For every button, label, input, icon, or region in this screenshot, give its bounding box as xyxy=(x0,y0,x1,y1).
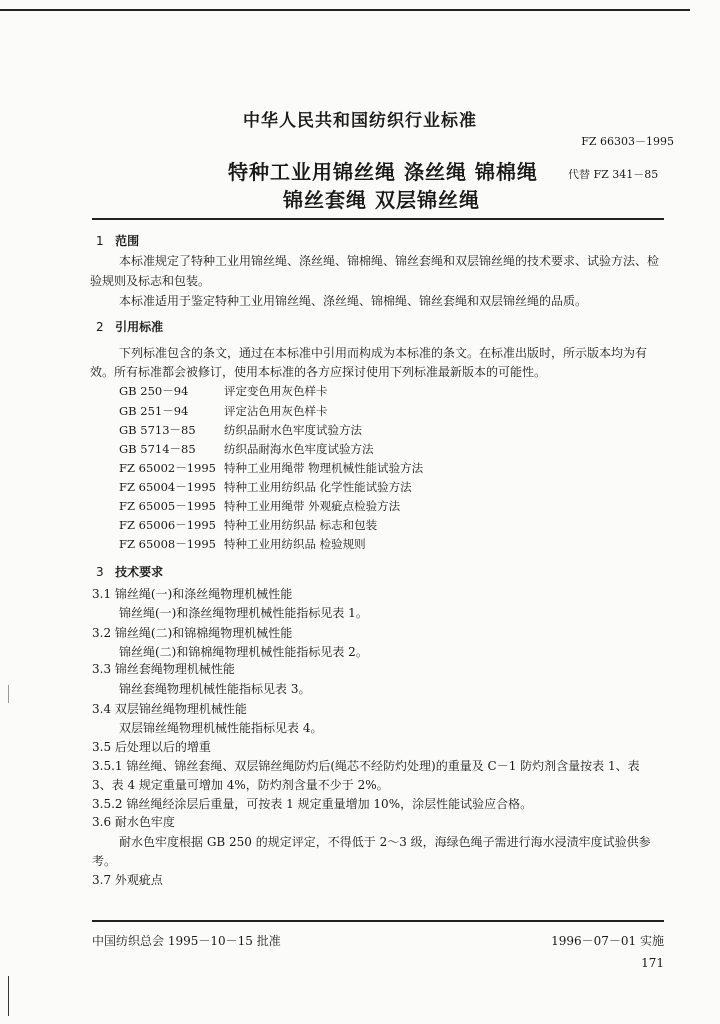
implementation-date: 1996－07－01 实施 xyxy=(551,934,664,948)
section-number: 2 xyxy=(96,320,104,334)
document-title-line2: 锦丝套绳 双层锦丝绳 xyxy=(283,188,480,212)
section-title: 引用标准 xyxy=(115,320,164,334)
subsection-heading: 3.4 双层锦丝绳物理机械性能 xyxy=(92,702,247,716)
subsection-heading: 3.7 外观疵点 xyxy=(92,873,163,887)
reference-standard xyxy=(119,479,412,498)
reference-name: 特种工业用绳带 物理机械性能试验方法 xyxy=(224,461,424,475)
reference-standard xyxy=(119,536,366,555)
paragraph: 下列标准包含的条文，通过在本标准中引用而构成为本标准的条文。在标准出版时，所示版本均为有 xyxy=(119,346,648,360)
section-2-heading xyxy=(96,318,163,335)
reference-name: 特种工业用绳带 外观疵点检验方法 xyxy=(224,499,401,513)
paragraph: 双层锦丝绳物理机械性能指标见表 4。 xyxy=(119,721,323,735)
subsection-heading: 3.5 后处理以后的增重 xyxy=(92,740,211,754)
reference-code: GB 5713－85 xyxy=(119,423,196,437)
reference-standard xyxy=(119,422,362,441)
paragraph: 验规则及标志和包装。 xyxy=(90,274,211,288)
scan-mark xyxy=(8,976,9,1016)
paragraph: 本标准适用于鉴定特种工业用锦丝绳、涤丝绳、锦棉绳、锦丝套绳和双层锦丝绳的品质。 xyxy=(119,294,588,308)
reference-name: 特种工业用纺织品 检验规则 xyxy=(224,537,366,551)
paragraph: 3.5.2 锦丝绳经涂层后重量，可按表 1 规定重量增加 10%，涂层性能试验应合格。 xyxy=(92,797,533,811)
reference-code: GB 5714－85 xyxy=(119,442,196,456)
section-title: 范围 xyxy=(115,234,140,248)
reference-standard xyxy=(119,460,423,479)
paragraph: 3.5.1 锦丝绳、锦丝套绳、双层锦丝绳防灼后(绳芯不经防灼处理)的重量及 C－1 防灼剂含量按表 1、表 xyxy=(92,759,640,773)
paragraph: 锦丝绳(二)和锦棉绳物理机械性能指标见表 2。 xyxy=(119,645,368,659)
paragraph: 效。所有标准都会被修订，使用本标准的各方应探讨使用下列标准最新版本的可能性。 xyxy=(90,365,547,379)
reference-code: FZ 65008－1995 xyxy=(119,537,216,551)
reference-name: 特种工业用纺织品 化学性能试验方法 xyxy=(224,480,412,494)
section-number: 3 xyxy=(96,565,104,579)
reference-code: FZ 65005－1995 xyxy=(119,499,216,513)
section-1-heading xyxy=(96,232,139,249)
paragraph: 本标准规定了特种工业用锦丝绳、涤丝绳、锦棉绳、锦丝套绳和双层锦丝绳的技术要求、试验方法、检 xyxy=(119,254,660,268)
reference-code: FZ 65002－1995 xyxy=(119,461,216,475)
subsection-heading: 3.3 锦丝套绳物理机械性能 xyxy=(92,662,235,676)
reference-name: 评定变色用灰色样卡 xyxy=(224,384,328,398)
header-rule xyxy=(92,218,664,220)
reference-standard xyxy=(119,498,400,517)
subsection-heading: 3.6 耐水色牢度 xyxy=(92,815,175,829)
scan-mark xyxy=(8,685,9,703)
reference-standard xyxy=(119,403,328,422)
paragraph: 考。 xyxy=(92,854,117,868)
scan-edge-line xyxy=(0,9,690,11)
paragraph: 锦丝绳(一)和涤丝绳物理机械性能指标见表 1。 xyxy=(119,606,368,620)
reference-code: GB 250－94 xyxy=(119,384,189,398)
standard-issuer: 中华人民共和国纺织行业标准 xyxy=(243,111,477,131)
subsection-heading: 3.1 锦丝绳(一)和涤丝绳物理机械性能 xyxy=(92,587,293,601)
reference-code: FZ 65006－1995 xyxy=(119,518,216,532)
paragraph: 3、表 4 规定重量可增加 4%，防灼剂含量不少于 2%。 xyxy=(92,778,389,792)
document-title-line1: 特种工业用锦丝绳 涤丝绳 锦棉绳 xyxy=(228,160,538,184)
paragraph: 耐水色牢度根据 GB 250 的规定评定，不得低于 2～3 级，海绿色绳子需进行海水浸渍牢度试验供参 xyxy=(119,835,651,849)
replaces-standard: 代替 FZ 341－85 xyxy=(568,168,659,181)
approval-date: 中国纺织总会 1995－10－15 批准 xyxy=(92,934,281,948)
subsection-heading: 3.2 锦丝绳(二)和锦棉绳物理机械性能 xyxy=(92,626,293,640)
section-number: 1 xyxy=(96,234,104,248)
reference-standard xyxy=(119,441,374,460)
page-number: 171 xyxy=(641,956,664,970)
section-3-heading xyxy=(96,563,163,580)
standard-code: FZ 66303－1995 xyxy=(581,135,674,148)
reference-standard xyxy=(119,383,328,402)
reference-name: 纺织品耐海水色牢度试验方法 xyxy=(224,442,374,456)
reference-code: FZ 65004－1995 xyxy=(119,480,216,494)
footer-rule xyxy=(92,920,664,922)
reference-name: 特种工业用纺织品 标志和包装 xyxy=(224,518,378,532)
reference-name: 纺织品耐水色牢度试验方法 xyxy=(224,423,362,437)
reference-code: GB 251－94 xyxy=(119,404,189,418)
reference-name: 评定沾色用灰色样卡 xyxy=(224,404,328,418)
section-title: 技术要求 xyxy=(115,565,164,579)
reference-standard xyxy=(119,517,377,536)
paragraph: 锦丝套绳物理机械性能指标见表 3。 xyxy=(119,682,311,696)
